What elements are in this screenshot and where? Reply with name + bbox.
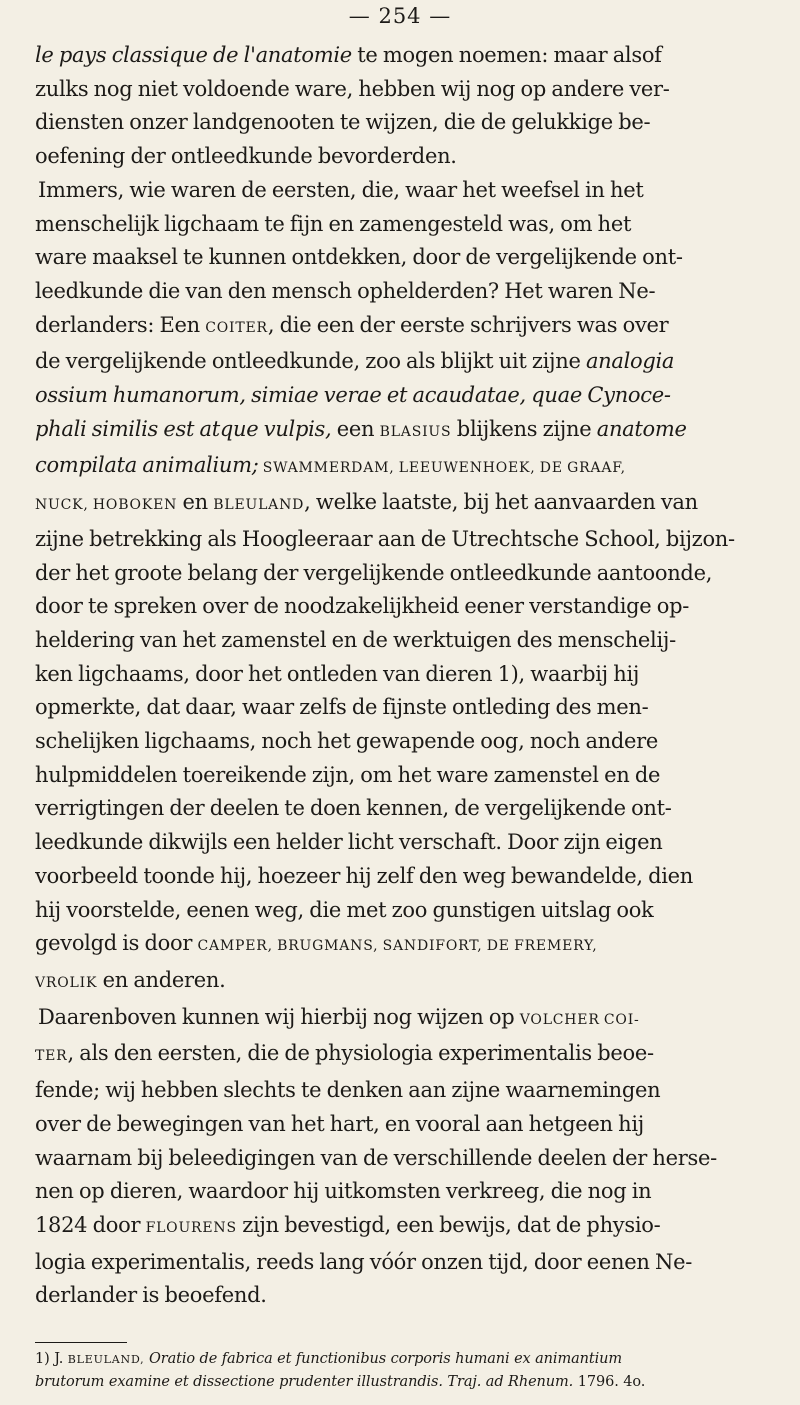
text-fragment: , welke laatste, bij het aanvaarden van — [304, 490, 698, 515]
text-fragment: de vergelijkende ontleedkunde, zoo als blijkt uit zijne — [35, 349, 586, 374]
person-name: BLASIUS — [379, 423, 452, 440]
italic-title: Oratio de fabrica et functionibus corporis humani ex animantium — [144, 1351, 623, 1367]
text-line: hulpmiddelen toereikende zijn, om het ware zamenstel en de — [35, 762, 661, 787]
person-names: NUCK, HOBOKEN — [35, 497, 178, 514]
text-line — [35, 1209, 783, 1246]
text-line: leedkunde die van den mensch ophelderden? Het waren Ne- — [35, 278, 656, 303]
text-line — [35, 39, 783, 73]
text-line: logia experimentalis, reeds lang vóór onzen tijd, door eenen Ne- — [35, 1249, 692, 1274]
text-fragment: en — [177, 490, 214, 515]
text-line — [35, 309, 783, 346]
text-line: over de bewegingen van het hart, en vooral aan hetgeen hij — [35, 1111, 644, 1136]
text-line: menschelijk ligchaam te fijn en zamengesteld was, om het — [35, 211, 632, 236]
person-name: TER — [35, 1048, 68, 1065]
text-line — [35, 927, 783, 964]
italic-phrase: ossium humanorum, simiae verae et acaudatae, quae Cynoce- — [35, 383, 671, 408]
person-name: BLEULAND — [213, 497, 305, 514]
text-fragment: Daarenboven kunnen wij hierbij nog wijzen op — [38, 1004, 520, 1029]
text-fragment: blijkens zijne — [451, 416, 597, 441]
text-fragment: te mogen noemen: maar alsof — [351, 43, 662, 67]
body-text — [35, 39, 783, 1313]
italic-phrase: analogia — [585, 349, 675, 374]
text-line: voorbeeld toonde hij, hoezeer hij zelf den weg bewandelde, dien — [35, 863, 694, 888]
text-fragment: , die een der eerste schrijvers was over — [267, 312, 669, 337]
text-fragment: derlanders: Een — [35, 312, 206, 337]
page-number: — 254 — — [348, 4, 452, 28]
text-fragment: 1824 door — [35, 1212, 146, 1237]
text-line: zulks nog niet voldoende ware, hebben wij nog op andere ver- — [35, 76, 670, 101]
text-fragment: en anderen. — [97, 967, 226, 992]
footnote-divider — [35, 1342, 127, 1343]
text-line — [35, 486, 783, 523]
person-name: FLOURENS — [145, 1219, 237, 1236]
person-name: VOLCHER COI- — [519, 1011, 640, 1028]
text-line: ken ligchaams, door het ontleden van dieren 1), waarbij hij — [35, 661, 640, 686]
text-fragment: , als den eersten, die de physiologia experimentalis beoe- — [67, 1041, 654, 1066]
text-line: zijne betrekking als Hoogleeraar aan de Utrechtsche School, bijzon- — [35, 526, 735, 551]
text-fragment: zijn bevestigd, een bewijs, dat de physio- — [236, 1212, 661, 1237]
italic-title: brutorum examine et dissectione prudenter illustrandis. Traj. ad Rhenum. — [35, 1374, 574, 1390]
footnote-line — [35, 1348, 783, 1371]
text-line: der het groote belang der vergelijkende ontleedkunde aantoonde, — [35, 560, 713, 585]
italic-phrase: le pays classique de l'anatomie — [35, 43, 352, 67]
text-line — [35, 964, 783, 1001]
text-line: door te spreken over de noodzakelijkheid eener verstandige op- — [35, 594, 690, 619]
footnote — [35, 1348, 783, 1393]
person-name: BLEULAND, — [67, 1353, 145, 1366]
text-line — [35, 449, 783, 486]
text-fragment: gevolgd is door — [35, 931, 198, 956]
footnote-marker: 1) J. — [35, 1351, 68, 1367]
text-line: fende; wij hebben slechts te denken aan zijne waarnemingen — [35, 1078, 661, 1103]
publication-info: 1796. 4o. — [573, 1374, 646, 1390]
text-line: hij voorstelde, eenen weg, die met zoo gunstigen uitslag ook — [35, 897, 654, 922]
person-names: CAMPER, BRUGMANS, SANDIFORT, DE FREMERY, — [197, 938, 598, 955]
person-names: SWAMMERDAM, LEEUWENHOEK, DE GRAAF, — [258, 460, 626, 477]
text-line: derlander is beoefend. — [35, 1283, 267, 1308]
paragraph-start: Immers, wie waren de eersten, die, waar het weefsel in het — [38, 177, 644, 202]
text-line: ware maaksel te kunnen ontdekken, door de vergelijkende ont- — [35, 245, 683, 270]
italic-phrase: anatome — [596, 416, 687, 441]
text-line: oefening der ontleedkunde bevorderden. — [35, 144, 457, 169]
text-line: nen op dieren, waardoor hij uitkomsten verkreeg, die nog in — [35, 1179, 652, 1204]
text-line — [35, 345, 783, 379]
text-line: verrigtingen der deelen te doen kennen, de vergelijkende ont- — [35, 796, 672, 821]
italic-phrase: compilata animalium; — [35, 453, 259, 478]
person-name: VROLIK — [35, 974, 98, 991]
italic-phrase: phali similis est atque vulpis, — [35, 416, 332, 441]
text-line: leedkunde dikwijls een helder licht verschaft. Door zijn eigen — [35, 830, 663, 855]
text-line — [35, 379, 783, 413]
text-line: waarnam bij beleedigingen van de verschillende deelen der herse- — [35, 1145, 717, 1170]
text-line — [35, 413, 783, 450]
text-line: heldering van het zamenstel en de werktuigen des menschelij- — [35, 627, 676, 652]
footnote-line — [35, 1371, 783, 1393]
text-fragment: een — [331, 416, 380, 441]
person-name: COITER — [205, 319, 268, 336]
text-line: schelijken ligchaams, noch het gewapende oog, noch andere — [35, 729, 659, 754]
text-line: opmerkte, dat daar, waar zelfs de fijnste ontleding des men- — [35, 695, 649, 720]
text-line: diensten onzer landgenooten te wijzen, die de gelukkige be- — [35, 110, 651, 135]
paragraph-start — [35, 1001, 783, 1038]
text-line — [35, 1037, 783, 1074]
